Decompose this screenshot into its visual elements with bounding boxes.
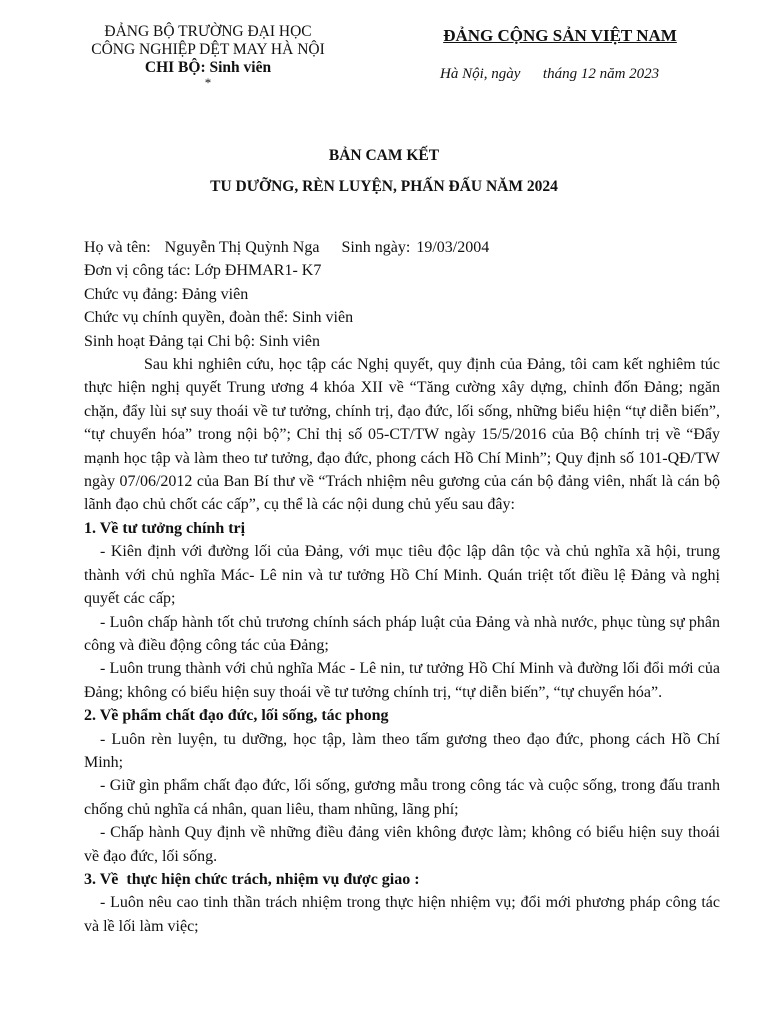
header-star: * [204, 75, 212, 90]
party-header [400, 26, 720, 46]
section-1-heading: 1. Về tư tưởng chính trị [84, 519, 246, 537]
member-name: Nguyễn Thị Quỳnh Nga [164, 239, 320, 256]
member-dob: 19/03/2004 [416, 239, 490, 256]
section-2-item: - Giữ gìn phẩm chất đạo đức, lối sống, gương mẫu trong công tác và cuộc sống, trong đấu tranh chống chủ nghĩa cá nhân, quan liêu, tham nhũng, lãng phí; [84, 777, 720, 818]
section-2-heading: 2. Về phẩm chất đạo đức, lối sống, tác phong [84, 707, 389, 725]
info-gov-role: Chức vụ chính quyền, đoàn thể: Sinh viên [84, 309, 354, 327]
info-name-row [84, 236, 720, 259]
date-text: Hà Nội, ngày tháng 12 năm 2023 [440, 66, 660, 82]
organization-header [68, 23, 348, 89]
section-1-item: - Kiên định với đường lối của Đảng, với mục tiêu độc lập dân tộc và chủ nghĩa xã hội, trung thành với chủ nghĩa Mác- Lê nin và tư tưởng Hồ Chí Minh. Quán triệt tốt điều lệ Đảng và nghị quyết các cấp; [84, 543, 720, 608]
info-activity: Sinh hoạt Đảng tại Chi bộ: Sinh viên [84, 332, 320, 350]
document-title: BẢN CAM KẾT [328, 147, 440, 164]
section-1-item: - Luôn chấp hành tốt chủ trương chính sách pháp luật của Đảng và nhà nước, phục tùng sự phân công và điều động công tác của Đảng; [84, 613, 720, 654]
document-subtitle: TU DƯỠNG, RÈN LUYỆN, PHẤN ĐẤU NĂM 2024 [210, 178, 558, 195]
party-cell-label: CHI BỘ: [144, 59, 206, 76]
name-label: Họ và tên: [84, 239, 151, 256]
document-date [440, 66, 659, 83]
info-party-role: Chức vụ đảng: Đảng viên [84, 285, 249, 303]
dob-label: Sinh ngày: [341, 239, 411, 256]
section-1-item: - Luôn trung thành với chủ nghĩa Mác - Lê nin, tư tưởng Hồ Chí Minh và đường lối đổi mới của Đảng; không có biểu hiện suy thoái về tư tưởng chính trị, “tự diễn biến”, “tự chuyển hóa”. [84, 660, 720, 701]
section-2-item: - Chấp hành Quy định về những điều đảng viên không được làm; không có biểu hiện suy thoái về đạo đức, lối sống. [84, 824, 720, 865]
org-line-2: CÔNG NGHIỆP DỆT MAY HÀ NỘI [91, 41, 325, 58]
party-name: ĐẢNG CỘNG SẢN VIỆT NAM [443, 26, 677, 45]
document-body [84, 236, 720, 938]
org-line-1: ĐẢNG BỘ TRƯỜNG ĐẠI HỌC [104, 23, 312, 40]
party-cell-name: Sinh viên [209, 59, 272, 76]
section-3-item: - Luôn nêu cao tinh thần trách nhiệm trong thực hiện nhiệm vụ; đổi mới phương pháp công tác và lề lối làm việc; [84, 894, 720, 935]
intro-paragraph: Sau khi nghiên cứu, học tập các Nghị quyết, quy định của Đảng, tôi cam kết nghiêm túc thực hiện nghị quyết Trung ương 4 khóa XII về “Tăng cường xây dựng, chỉnh đốn Đảng; ngăn chặn, đẩy lùi sự suy thoái về tư tưởng, chính trị, đạo đức, lối sống, những biểu hiện “tự diễn biến”, “tự chuyển hóa” trong nội bộ”; Chỉ thị số 05-CT/TW ngày 15/5/2016 của Bộ chính trị về “Đẩy mạnh học tập và làm theo tư tưởng, đạo đức, phong cách Hồ Chí Minh”; Quy định số 101-QĐ/TW ngày 07/06/2012 của Ban Bí thư về “Trách nhiệm nêu gương của cán bộ đảng viên, nhất là cán bộ lãnh đạo chủ chốt các cấp”, cụ thể là các nội dung chủ yếu sau đây: [84, 356, 720, 514]
section-3-heading: 3. Về thực hiện chức trách, nhiệm vụ được giao : [84, 870, 420, 888]
section-2-item: - Luôn rèn luyện, tu dưỡng, học tập, làm theo tấm gương theo đạo đức, phong cách Hồ Chí Minh; [84, 730, 720, 771]
info-unit: Đơn vị công tác: Lớp ĐHMAR1- K7 [84, 262, 322, 280]
